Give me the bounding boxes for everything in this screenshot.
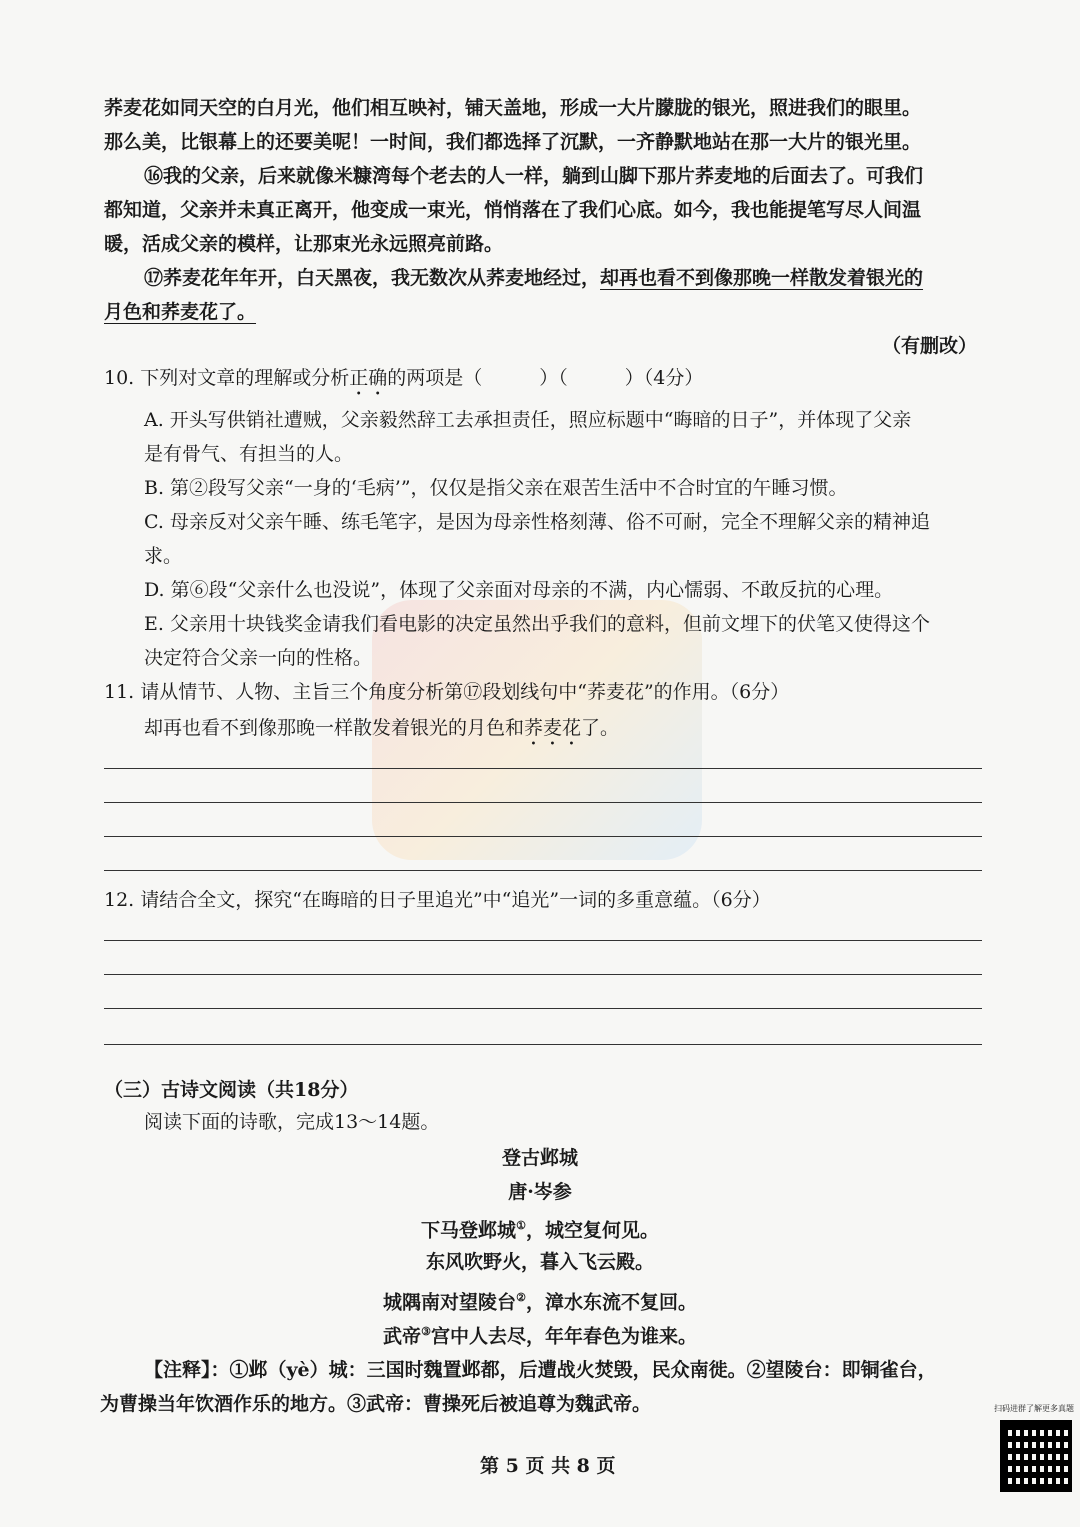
abridged-note: （有删改） bbox=[882, 335, 978, 357]
emphasis-text: 荞麦花 bbox=[524, 717, 582, 739]
passage-line: 那么美，比银幕上的还要美呢！一时间，我们都选择了沉默，一齐静默地站在那一大片的银光里。 bbox=[104, 131, 922, 153]
passage-text: ⑰荞麦花年年开，白天黑夜，我无数次从荞麦地经过， bbox=[144, 267, 601, 289]
answer-line[interactable] bbox=[104, 1008, 982, 1009]
option-e-cont: 决定符合父亲一向的性格。 bbox=[144, 647, 373, 669]
option-e: E. 父亲用十块钱奖金请我们看电影的决定虽然出乎我们的意料，但前文埋下的伏笔又使得这个 bbox=[144, 613, 930, 635]
option-d: D. 第⑥段“父亲什么也没说”，体现了父亲面对母亲的不满，内心懦弱、不敢反抗的心理。 bbox=[144, 579, 894, 601]
poem-text: 下马登邺城 bbox=[421, 1219, 517, 1242]
option-b: B. 第②段写父亲“一身的‘毛病’”，仅仅是指父亲在艰苦生活中不合时宜的午睡习惯。 bbox=[144, 477, 848, 499]
answer-line[interactable] bbox=[104, 974, 982, 975]
passage-line bbox=[104, 298, 256, 326]
emphasis-text: 正确 bbox=[349, 367, 388, 389]
passage-line: ⑯我的父亲，后来就像米糠湾每个老去的人一样，躺到山脚下那片荞麦地的后面去了。可我们 bbox=[144, 165, 924, 187]
footnote-mark: ③ bbox=[421, 1325, 431, 1338]
poem-line bbox=[0, 1284, 1080, 1316]
answer-line[interactable] bbox=[104, 1044, 982, 1045]
poem-title: 登古邺城 bbox=[501, 1147, 578, 1169]
page-number: 第 5 页 共 8 页 bbox=[480, 1455, 616, 1477]
quote-text: 了。 bbox=[581, 717, 620, 739]
qr-code-icon[interactable] bbox=[1000, 1420, 1072, 1492]
poem-line: 东风吹野火，暮入飞云殿。 bbox=[425, 1251, 654, 1273]
passage-line: 荞麦花如同天空的白月光，他们相互映衬，铺天盖地，形成一大片朦胧的银光，照进我们的眼里。 bbox=[104, 97, 922, 119]
poem-line bbox=[0, 1318, 1080, 1350]
passage-line bbox=[144, 264, 923, 292]
stem-text: 的两项是（ ）（ ）（4分） bbox=[387, 367, 704, 389]
passage-line: 都知道，父亲并未真正离开，他变成一束光，悄悄落在了我们心底。如今，我也能提笔写尽人间温 bbox=[104, 199, 922, 221]
option-a-cont: 是有骨气、有担当的人。 bbox=[144, 443, 354, 465]
answer-line[interactable] bbox=[104, 940, 982, 941]
passage-line: 暖，活成父亲的模样，让那束光永远照亮前路。 bbox=[104, 233, 504, 255]
poem-text: 城隅南对望陵台 bbox=[383, 1291, 517, 1314]
question-10-stem bbox=[104, 364, 703, 400]
underlined-sentence: 月色和荞麦花了。 bbox=[104, 301, 257, 323]
poem-author: 唐·岑参 bbox=[508, 1181, 572, 1203]
poem-text: 武帝 bbox=[383, 1325, 422, 1348]
poem-notes: 【注释】：①邺（yè）城：三国时魏置邺都，后遭战火焚毁，民众南徙。②望陵台：即铜雀台， bbox=[144, 1359, 937, 1381]
poem-text: ，漳水东流不复回。 bbox=[525, 1291, 697, 1314]
question-12-stem: 12. 请结合全文，探究“在晦暗的日子里追光”中“追光”一词的多重意蕴。（6分） bbox=[104, 889, 771, 911]
option-a: A. 开头写供销社遭贼，父亲毅然辞工去承担责任，照应标题中“晦暗的日子”，并体现了父亲 bbox=[144, 409, 912, 431]
quote-text: 却再也看不到像那晚一样散发着银光的月色和 bbox=[144, 717, 525, 739]
answer-line[interactable] bbox=[104, 768, 982, 769]
qr-caption: 扫码进群了解更多真题 bbox=[994, 1404, 1074, 1413]
question-11-quote bbox=[144, 714, 619, 750]
question-11-stem: 11. 请从情节、人物、主旨三个角度分析第⑰段划线句中“荞麦花”的作用。（6分） bbox=[104, 681, 790, 703]
poem-line bbox=[0, 1212, 1080, 1244]
footnote-mark: ① bbox=[516, 1219, 526, 1232]
section-instruction: 阅读下面的诗歌，完成13～14题。 bbox=[144, 1111, 440, 1133]
answer-line[interactable] bbox=[104, 836, 982, 837]
footnote-mark: ② bbox=[516, 1291, 526, 1304]
answer-line[interactable] bbox=[104, 802, 982, 803]
poem-text: 宫中人去尽，年年春色为谁来。 bbox=[430, 1325, 697, 1348]
underlined-sentence: 却再也看不到像那晚一样散发着银光的 bbox=[600, 267, 924, 289]
section-title: （三）古诗文阅读（共18分） bbox=[104, 1079, 359, 1101]
option-c: C. 母亲反对父亲午睡、练毛笔字，是因为母亲性格刻薄、俗不可耐，完全不理解父亲的精神追 bbox=[144, 511, 930, 533]
poem-notes-cont: 为曹操当年饮酒作乐的地方。③武帝：曹操死后被追尊为魏武帝。 bbox=[100, 1393, 652, 1415]
option-c-cont: 求。 bbox=[144, 545, 183, 567]
stem-text: 10. 下列对文章的理解或分析 bbox=[104, 367, 350, 389]
answer-line[interactable] bbox=[104, 870, 982, 871]
poem-text: ，城空复何见。 bbox=[525, 1219, 659, 1242]
